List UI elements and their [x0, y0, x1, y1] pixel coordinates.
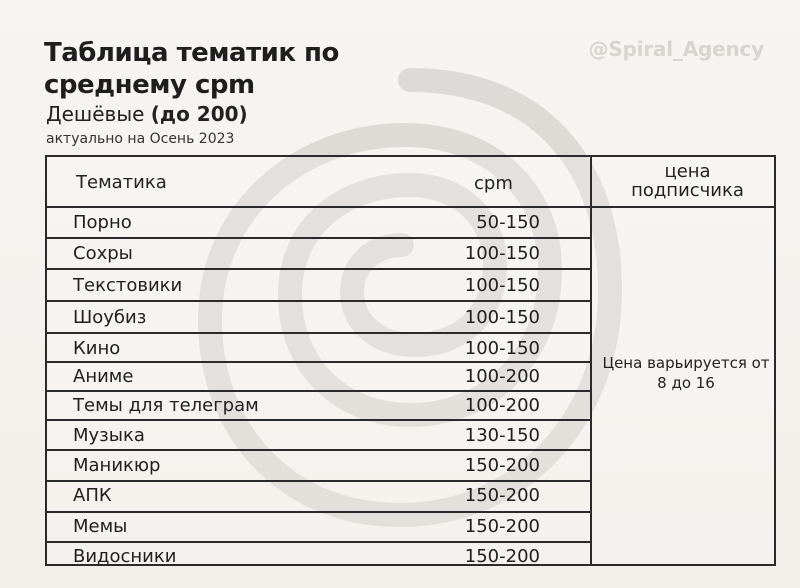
row-topic: Шоубиз [73, 307, 147, 328]
row-divider [47, 268, 590, 270]
row-cpm: 150-200 [464, 455, 540, 476]
row-topic: Текстовики [73, 275, 183, 296]
row-topic: Аниме [73, 366, 134, 387]
table-row [47, 542, 590, 572]
page-title: Таблица тематик по среднему cpm [44, 38, 339, 100]
table-row [47, 512, 590, 542]
row-topic: Маникюр [73, 455, 161, 476]
row-cpm: 150-200 [464, 546, 540, 567]
table-row [47, 481, 590, 511]
brand-label: @Spiral_Agency [588, 37, 764, 61]
row-cpm: 150-200 [464, 516, 540, 537]
row-topic: Мемы [73, 516, 128, 537]
row-cpm: 130-150 [464, 425, 540, 446]
row-topic: Порно [73, 212, 132, 233]
column-header-topic: Тематика [76, 172, 167, 193]
row-cpm: 100-150 [464, 338, 540, 359]
topics-table [45, 155, 776, 566]
table-row [47, 208, 590, 238]
table-row [47, 391, 590, 421]
row-topic: АПК [73, 485, 112, 506]
row-cpm: 100-150 [464, 307, 540, 328]
table-row [47, 271, 590, 301]
row-cpm: 100-150 [464, 275, 540, 296]
row-divider [47, 300, 590, 302]
row-topic: Темы для телеграм [73, 395, 259, 416]
subtitle-prefix: Дешёвые [46, 102, 151, 126]
column-header-price: цена подписчика [631, 161, 744, 201]
table-row [47, 421, 590, 451]
date-note: актуально на Осень 2023 [46, 131, 235, 147]
row-cpm: 150-200 [464, 485, 540, 506]
subtitle-range: (до 200) [150, 102, 248, 126]
row-cpm: 50-150 [476, 212, 540, 233]
column-header-cpm: cpm [474, 173, 513, 194]
row-topic: Кино [73, 338, 121, 359]
row-cpm: 100-200 [464, 366, 540, 387]
table-row [47, 239, 590, 269]
row-cpm: 100-200 [464, 395, 540, 416]
row-topic: Сохры [73, 243, 133, 264]
subtitle [46, 102, 248, 126]
row-topic: Видосники [73, 546, 177, 567]
table-row [47, 451, 590, 481]
column-divider [590, 157, 592, 564]
table-row [47, 303, 590, 333]
price-note: Цена варьируется от 8 до 16 [602, 354, 770, 392]
row-topic: Музыка [73, 425, 145, 446]
table-rows [47, 208, 590, 567]
table-row [47, 362, 590, 392]
row-cpm: 100-150 [464, 243, 540, 264]
table-row [47, 334, 590, 364]
